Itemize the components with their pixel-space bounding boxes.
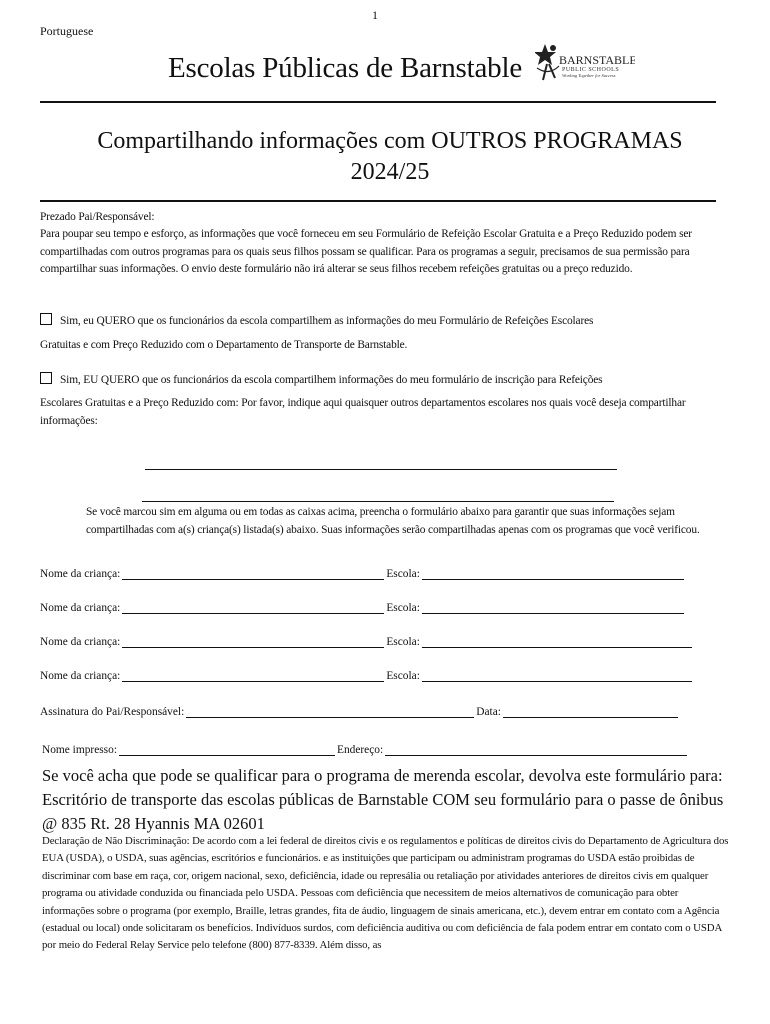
school-field[interactable] xyxy=(422,670,692,682)
school-field[interactable] xyxy=(422,568,684,580)
logo-tagline: Working Together for Success xyxy=(562,73,616,78)
address-field[interactable] xyxy=(385,744,687,756)
child-name-field[interactable] xyxy=(122,636,384,648)
page-number: 1 xyxy=(372,8,378,22)
child-name-label: Nome da criança: xyxy=(40,670,121,682)
return-notice: Se você acha que pode se qualificar para o programa de merenda escolar, devolva este formulário para: Escritório de transporte das escolas públicas de Barnstable COM seu formulário para o passe de ônibus @ 835 Rt. 28 Hyannis MA 02601 xyxy=(42,766,724,833)
language-label: Portuguese xyxy=(40,24,94,38)
signature-row xyxy=(40,702,680,718)
child-row-4 xyxy=(40,666,694,682)
child-row-1 xyxy=(40,564,686,580)
intro-paragraph: Para poupar seu tempo e esforço, as informações que você forneceu em seu Formulário de Refeição Escolar Gratuita e a Preço Reduzido podem ser compartilhadas com outros programas para os quais seus filhos possam se qualificar. Para os programas a seguir, precisamos de sua permissão para compartilhar suas informações. O envio deste formulário não irá alterar se seus filhos recebem refeições gratuitas ou a preço reduzido. xyxy=(40,228,692,275)
school-label: Escola: xyxy=(386,568,420,580)
child-name-field[interactable] xyxy=(122,670,384,682)
form-title xyxy=(40,126,740,188)
school-field[interactable] xyxy=(422,636,692,648)
child-name-label: Nome da criança: xyxy=(40,602,121,614)
signature-label: Assinatura do Pai/Responsável: xyxy=(40,706,185,718)
option-share-other xyxy=(40,372,730,430)
option1-line1: Sim, eu QUERO que os funcionários da escola compartilhem as informações do meu Formulário de Refeições Escolares xyxy=(60,315,594,327)
option2-line2: Escolares Gratuitas e a Preço Reduzido com: Por favor, indique aqui quaisquer outros departamentos escolares nos quais você deseja compartilhar informações: xyxy=(40,397,686,427)
school-title: Escolas Públicas de Barnstable xyxy=(168,52,522,84)
title-rule xyxy=(40,200,716,202)
share-other-checkbox[interactable] xyxy=(40,372,52,384)
header-rule xyxy=(40,101,716,103)
printed-name-label: Nome impresso: xyxy=(42,744,117,756)
child-name-label: Nome da criança: xyxy=(40,636,121,648)
child-row-2 xyxy=(40,598,686,614)
option1-line2: Gratuitas e com Preço Reduzido com o Departamento de Transporte de Barnstable. xyxy=(40,339,408,351)
option2-line1: Sim, EU QUERO que os funcionários da escola compartilhem informações do meu formulário de inscrição para Refeições xyxy=(60,374,603,386)
child-name-field[interactable] xyxy=(122,568,384,580)
star-figure-icon xyxy=(535,42,635,86)
printed-name-field[interactable] xyxy=(119,744,335,756)
signature-field[interactable] xyxy=(186,706,474,718)
date-field[interactable] xyxy=(503,706,678,718)
child-row-3 xyxy=(40,632,694,648)
school-field[interactable] xyxy=(422,602,684,614)
child-name-field[interactable] xyxy=(122,602,384,614)
option-share-transport xyxy=(40,309,730,357)
other-departments-line-2[interactable] xyxy=(142,501,614,502)
school-label: Escola: xyxy=(386,636,420,648)
logo-text: BARNSTABLE xyxy=(559,53,635,67)
other-departments-line-1[interactable] xyxy=(145,469,617,470)
address-label: Endereço: xyxy=(336,744,384,756)
barnstable-logo xyxy=(535,42,635,86)
school-label: Escola: xyxy=(386,670,420,682)
school-label: Escola: xyxy=(386,602,420,614)
greeting: Prezado Pai/Responsável: xyxy=(40,211,155,223)
form-title-year: 2024/25 xyxy=(350,159,430,185)
share-transport-checkbox[interactable] xyxy=(40,313,52,325)
child-name-label: Nome da criança: xyxy=(40,568,121,580)
logo-subtext: PUBLIC SCHOOLS xyxy=(562,67,620,73)
form-title-line1: Compartilhando informações com OUTROS PROGRAMAS xyxy=(97,128,683,154)
printed-name-row xyxy=(42,740,689,756)
instruction-note: Se você marcou sim em alguma ou em todas as caixas acima, preencha o formulário abaixo para garantir que suas informações sejam compartilhadas com a(s) criança(s) listada(s) abaixo. Suas informações serão compartilhadas apenas com os programas que você verificou. xyxy=(86,506,700,536)
non-discrimination-statement: Declaração de Não Discriminação: De acordo com a lei federal de direitos civis e os regulamentos e políticas de direitos civis do Departamento de Agricultura dos EUA (USDA), o USDA, suas agências, escritórios e funcionários. e as instituições que participam ou administram programas do USDA estão proibidas de discriminar com base em raça, cor, origem nacional, sexo, deficiência, idade ou represália ou retaliação por atividades anteriores de direitos civis em qualquer programa ou atividade conduzida ou financiada pelo USDA. Pessoas com deficiência que necessitem de meios alternativos de comunicação para obter informações sobre o programa (por exemplo, Braille, letras grandes, fita de áudio, linguagem de sinais americana, etc.), devem entrar em contato com a Agência (estadual ou local) onde solicitaram os benefícios. Indivíduos surdos, com deficiência auditiva ou com deficiência de fala podem entrar em contato com o USDA por meio do Federal Relay Service pelo telefone (800) 877-8339. Além disso, as xyxy=(42,835,729,952)
date-label: Data: xyxy=(476,706,501,718)
